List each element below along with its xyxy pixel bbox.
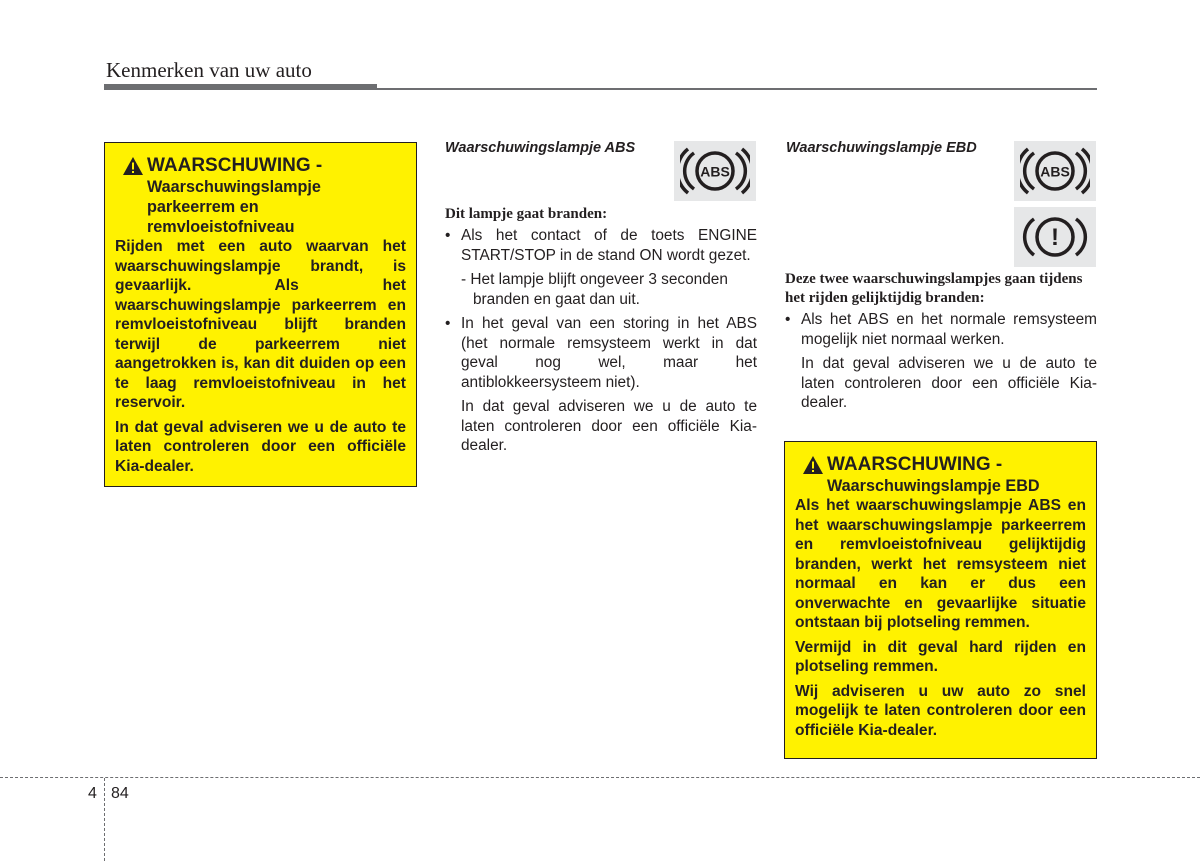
warning-heading (115, 155, 406, 237)
header-rule-thick (104, 84, 377, 90)
warning-subtitle: Waarschuwingslampje parkeerrem en remvloeistofniveau (147, 178, 321, 236)
brake-icon-label: ! (1051, 224, 1059, 251)
warning-title: WAARSCHUWING - (147, 155, 323, 176)
list-item (785, 310, 1097, 349)
warning-title: WAARSCHUWING - (827, 454, 1003, 475)
abs-section-body (445, 205, 757, 456)
bullet-dot: • (445, 227, 451, 244)
footer-rule (0, 777, 1200, 778)
warning-paragraph: Vermijd in dit geval hard rijden en plotseling remmen. (795, 638, 1086, 675)
chapter-number: 4 (88, 785, 97, 802)
ebd-brake-icon-tile (1014, 207, 1096, 267)
page-header-title: Kenmerken van uw auto (106, 58, 312, 82)
ebd-warning-box (784, 441, 1097, 759)
list-item-text: Als het contact of de toets ENGINE START/STOP in de stand ON wordt gezet. (461, 227, 757, 264)
list-item-text: In het geval van een storing in het ABS (het normale remsysteem werkt in dat geval nog wel, maar het antiblokkeersysteem niet). (461, 315, 757, 391)
bullet-dot: • (785, 311, 791, 328)
ebd-lead: Deze twee waarschuwingslampjes gaan tijdens het rijden gelijktijdig branden: (785, 271, 1083, 306)
header-rule-thin (377, 88, 1097, 90)
bullet-dot: • (445, 315, 451, 332)
list-item (445, 226, 757, 265)
warning-heading (795, 454, 1086, 496)
abs-warning-icon (1020, 147, 1090, 195)
warning-paragraph: Wij adviseren u uw auto zo snel mogelijk te laten controleren door een officiële Kia-dealer. (795, 682, 1086, 739)
list-sub-item: - Het lampje blijft ongeveer 3 seconden branden en gaat dan uit. (461, 271, 728, 308)
list-item (445, 314, 757, 392)
warning-triangle-icon (123, 157, 143, 175)
abs-icon-label: ABS (1040, 163, 1070, 180)
brake-warning-icon (1020, 213, 1090, 261)
abs-lead: Dit lampje gaat branden: (445, 206, 608, 222)
warning-paragraph: Als het waarschuwingslampje ABS en het waarschuwingslampje parkeerrem en remvloeistofniveau gelijktijdig branden, werkt het remsysteem niet normaal en kan er dus een onverwachte en gevaarlijke situatie ontstaan bij plotseling remmen. (795, 497, 1086, 631)
abs-section-heading: Waarschuwingslampje ABS (445, 140, 636, 156)
parking-brake-warning-box (104, 142, 417, 487)
page-number: 84 (111, 785, 129, 802)
ebd-section-heading: Waarschuwingslampje EBD (786, 140, 977, 156)
abs-icon-label: ABS (700, 163, 730, 180)
ebd-abs-icon-tile (1014, 141, 1096, 201)
footer-vertical-rule (104, 778, 105, 861)
warning-paragraph: In dat geval adviseren we u de auto te laten controleren door een officiële Kia-dealer. (115, 418, 406, 475)
ebd-section-body (785, 270, 1097, 413)
list-item-note: In dat geval adviseren we u de auto te laten controleren door een officiële Kia-dealer. (801, 355, 1097, 411)
list-item-note: In dat geval adviseren we u de auto te laten controleren door een officiële Kia-dealer. (461, 398, 757, 454)
abs-icon-tile (674, 141, 756, 201)
warning-subtitle: Waarschuwingslampje EBD (827, 477, 1040, 495)
abs-warning-icon (680, 147, 750, 195)
warning-triangle-icon (803, 456, 823, 474)
warning-paragraph: Rijden met een auto waarvan het waarschuwingslampje brandt, is gevaarlijk. Als het waarschuwingslampje parkeerrem en remvloeistofniveau blijft branden terwijl de parkeerrem niet aangetrokken is, kan dit duiden op een te laag remvloeistofniveau in het reservoir. (115, 238, 406, 411)
list-item-text: Als het ABS en het normale remsysteem mogelijk niet normaal werken. (801, 311, 1097, 348)
